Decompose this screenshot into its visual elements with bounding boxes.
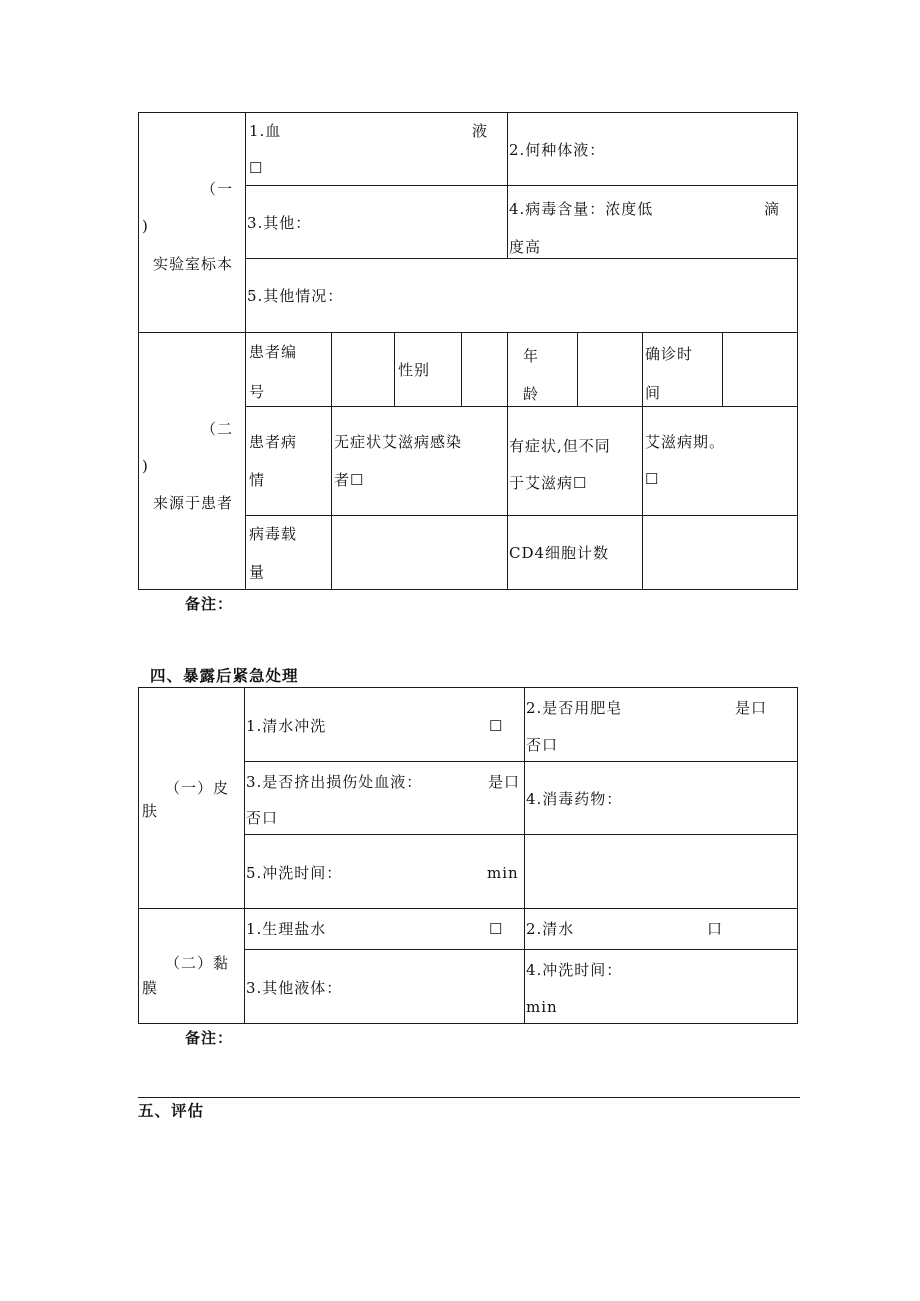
group2-label-part3: 来源于患者 (153, 494, 234, 512)
rinse-water-checkbox[interactable]: ☐ (489, 717, 504, 735)
skin-label-line1: （一）皮 (165, 779, 230, 797)
saline-checkbox[interactable]: ☐ (489, 920, 504, 938)
note-label-2: 备注： (185, 1029, 234, 1047)
group2-label-cell (138, 332, 246, 590)
condition-label-line2: 情 (249, 471, 266, 489)
mucosa-rinse-time-cell (524, 949, 798, 1024)
gender-label: 性别 (398, 361, 431, 379)
mucosa-label-line1: （二）黏 (165, 954, 230, 972)
other-situation-cell (245, 258, 798, 333)
section5-title: 五、评估 (138, 1102, 205, 1120)
other-label: 3.其他： (247, 214, 312, 232)
viral-load-label-line2: 量 (249, 563, 266, 581)
blood-label-suffix: 液 (472, 122, 489, 140)
saline-label: 1.生理盐水 (246, 920, 327, 938)
mucosa-label-cell (138, 908, 245, 1024)
age-label-line1: 年 (523, 347, 540, 365)
rinse-water-cell (244, 687, 525, 762)
group1-label-part2: ) (142, 217, 149, 235)
viral-load-label-line1: 病毒载 (249, 525, 298, 543)
water-label: 2.清水 (526, 920, 575, 938)
mucosa-rinse-time-label: 4.冲洗时间： (526, 961, 623, 979)
water-checkbox[interactable]: 口 (707, 920, 724, 938)
patient-id-label-line2: 号 (249, 383, 266, 401)
viral-load-value-cell[interactable] (331, 515, 508, 590)
virus-content-mid: 滴 (764, 200, 781, 218)
asymptomatic-line2[interactable]: 者☐ (334, 471, 365, 489)
aids-stage-line2[interactable]: ☐ (645, 470, 660, 488)
group1-label-part1: （一 (201, 180, 234, 198)
other-situation-label: 5.其他情况： (247, 287, 344, 305)
soap-no-option[interactable]: 否口 (526, 736, 559, 754)
body-fluid-label: 2.何种体液： (509, 141, 606, 159)
other-liquid-label: 3.其他液体： (246, 979, 343, 997)
disinfectant-label: 4.消毒药物： (526, 790, 623, 808)
diagnosis-time-label-line1: 确诊时 (645, 345, 694, 363)
section4-title: 四、暴露后紧急处理 (150, 667, 299, 685)
group1-label-cell (138, 112, 246, 333)
rinse-water-label: 1.清水冲洗 (246, 717, 327, 735)
gender-value-cell[interactable] (461, 332, 508, 407)
patient-id-label-cell (245, 332, 332, 407)
aids-stage-line1: 艾滋病期。 (645, 433, 726, 451)
squeeze-blood-cell (244, 761, 525, 835)
virus-content-cell (507, 185, 798, 259)
group2-label-part1: （二 (201, 420, 234, 438)
saline-cell (244, 908, 525, 950)
patient-id-value-cell[interactable] (331, 332, 395, 407)
soap-yes-option[interactable]: 是口 (735, 699, 768, 717)
diagnosis-time-label-line2: 间 (645, 384, 662, 402)
skin-label-cell (138, 687, 245, 909)
symptomatic-cell (507, 406, 643, 516)
diagnosis-time-value-cell[interactable] (722, 332, 798, 407)
diagnosis-time-label-cell (642, 332, 723, 407)
squeeze-blood-label: 3.是否挤出损伤处血液： (246, 773, 423, 791)
skin-rinse-time-unit: min (487, 864, 519, 882)
body-fluid-cell (507, 112, 798, 186)
age-label-line2: 龄 (523, 385, 540, 403)
soap-label: 2.是否用肥皂 (526, 699, 623, 717)
aids-stage-cell (642, 406, 798, 516)
symptomatic-line2[interactable]: 于艾滋病☐ (509, 474, 588, 492)
condition-label-line1: 患者病 (249, 433, 298, 451)
asymptomatic-cell (331, 406, 508, 516)
other-liquid-cell (244, 949, 525, 1024)
cd4-label: CD4细胞计数 (509, 544, 610, 562)
soap-cell (524, 687, 798, 762)
blood-label: 1.血 (249, 122, 282, 140)
skin-rinse-time-cell (244, 834, 525, 909)
skin-empty-cell (524, 834, 798, 909)
note-label-1: 备注： (185, 595, 234, 613)
disinfectant-cell (524, 761, 798, 835)
skin-rinse-time-label: 5.冲洗时间： (246, 864, 343, 882)
blood-checkbox[interactable]: ☐ (249, 159, 264, 177)
group2-label-part2: ) (142, 457, 149, 475)
skin-label-line2: 肤 (142, 802, 159, 820)
virus-content-label: 4.病毒含量：浓度低 (509, 200, 654, 218)
patient-id-label-line1: 患者编 (249, 343, 298, 361)
symptomatic-line1: 有症状,但不同 (509, 437, 611, 455)
asymptomatic-line1: 无症状艾滋病感染 (334, 433, 463, 451)
virus-content-high: 度高 (509, 238, 542, 256)
water-cell (524, 908, 798, 950)
age-value-cell[interactable] (577, 332, 643, 407)
mucosa-rinse-time-unit: min (526, 998, 558, 1016)
squeeze-no-option[interactable]: 否口 (246, 809, 279, 827)
group1-label-part3: 实验室标本 (153, 255, 234, 273)
blood-cell (245, 112, 508, 186)
mucosa-label-line2: 膜 (142, 979, 159, 997)
viral-load-label-cell (245, 515, 332, 590)
age-label-cell (507, 332, 578, 407)
cd4-value-cell[interactable] (642, 515, 798, 590)
condition-label-cell (245, 406, 332, 516)
squeeze-yes-option[interactable]: 是口 (488, 773, 521, 791)
cd4-label-cell (507, 515, 643, 590)
other-cell (245, 185, 508, 259)
section-divider-line (138, 1097, 800, 1098)
gender-label-cell (394, 332, 462, 407)
